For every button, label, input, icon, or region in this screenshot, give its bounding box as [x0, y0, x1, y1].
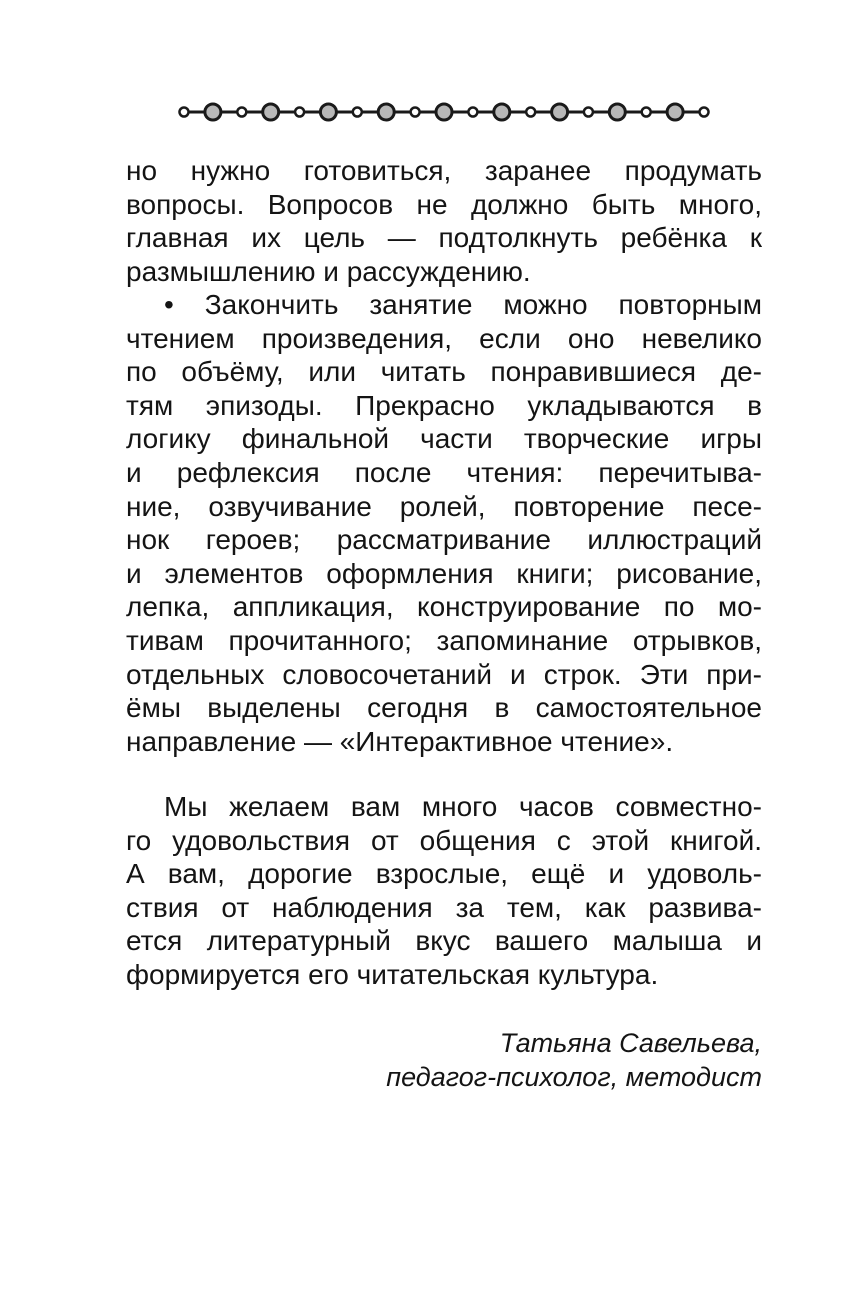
ornament-large-bead	[263, 104, 279, 120]
ornament-small-bead	[700, 108, 709, 117]
paragraph-wishes	[126, 790, 762, 992]
text-line: но нужно готовиться, заранее продумать	[126, 155, 762, 186]
ornament-small-bead	[237, 108, 246, 117]
text-line: чтением произведения, если оно невелико	[126, 322, 762, 354]
ornament-small-bead	[353, 108, 362, 117]
text-line: логику финальной части творческие игры	[126, 423, 762, 455]
ornament-large-bead	[378, 104, 394, 120]
text-line: вопросы. Вопросов не должно быть много,	[126, 188, 762, 220]
text-line: • Закончить занятие можно повторным	[164, 289, 762, 320]
text-line: главная их цель — подтолкнуть ребёнка к	[126, 222, 762, 254]
ornament-large-bead	[320, 104, 336, 120]
ornament-large-bead	[609, 104, 625, 120]
text-line: формируется его читательская культура.	[126, 958, 659, 990]
text-line: направление — «Интерактивное чтение».	[126, 725, 674, 757]
ornament-small-bead	[411, 108, 420, 117]
author-role: педагог-психолог, методист	[386, 1062, 762, 1092]
author-name: Татьяна Савельева,	[499, 1028, 762, 1058]
ornament-large-bead	[205, 104, 221, 120]
ornament-divider	[0, 96, 844, 128]
text-line: Мы желаем вам много часов совместно-	[164, 791, 762, 822]
ornament-small-bead	[468, 108, 477, 117]
text-line: ствия от наблюдения за тем, как развива-	[126, 891, 762, 923]
text-line: ние, озвучивание ролей, повторение песе-	[126, 490, 762, 522]
text-line: нок героев; рассматривание иллюстраций	[126, 524, 762, 556]
paragraph-continuation	[126, 154, 762, 288]
text-line: А вам, дорогие взрослые, ещё и удоволь-	[126, 858, 762, 890]
ornament-large-bead	[667, 104, 683, 120]
text-line: лепка, аппликация, конструирование по мо-	[126, 591, 762, 623]
text-line: ется литературный вкус вашего малыша и	[126, 925, 762, 957]
ornament-small-bead	[295, 108, 304, 117]
ornament-large-bead	[552, 104, 568, 120]
text-line: тям эпизоды. Прекрасно укладываются в	[126, 389, 762, 421]
ornament-small-bead	[584, 108, 593, 117]
text-line: по объёму, или читать понравившиеся де-	[126, 356, 762, 388]
ornament-small-bead	[642, 108, 651, 117]
ornament-small-bead	[526, 108, 535, 117]
text-line: тивам прочитанного; запоминание отрывков,	[126, 624, 762, 656]
ornament-small-bead	[180, 108, 189, 117]
ornament-large-bead	[436, 104, 452, 120]
ornament-large-bead	[494, 104, 510, 120]
text-line: и элементов оформления книги; рисование,	[126, 557, 762, 589]
paragraph-bullet-finish	[126, 288, 762, 758]
text-line: отдельных словосочетаний и строк. Эти при-	[126, 658, 762, 690]
text-line: го удовольствия от общения с этой книгой.	[126, 824, 762, 856]
text-line: ёмы выделены сегодня в самостоятельное	[126, 692, 762, 724]
text-line: и рефлексия после чтения: перечитыва-	[126, 456, 762, 488]
text-line: размышлению и рассуждению.	[126, 255, 531, 287]
